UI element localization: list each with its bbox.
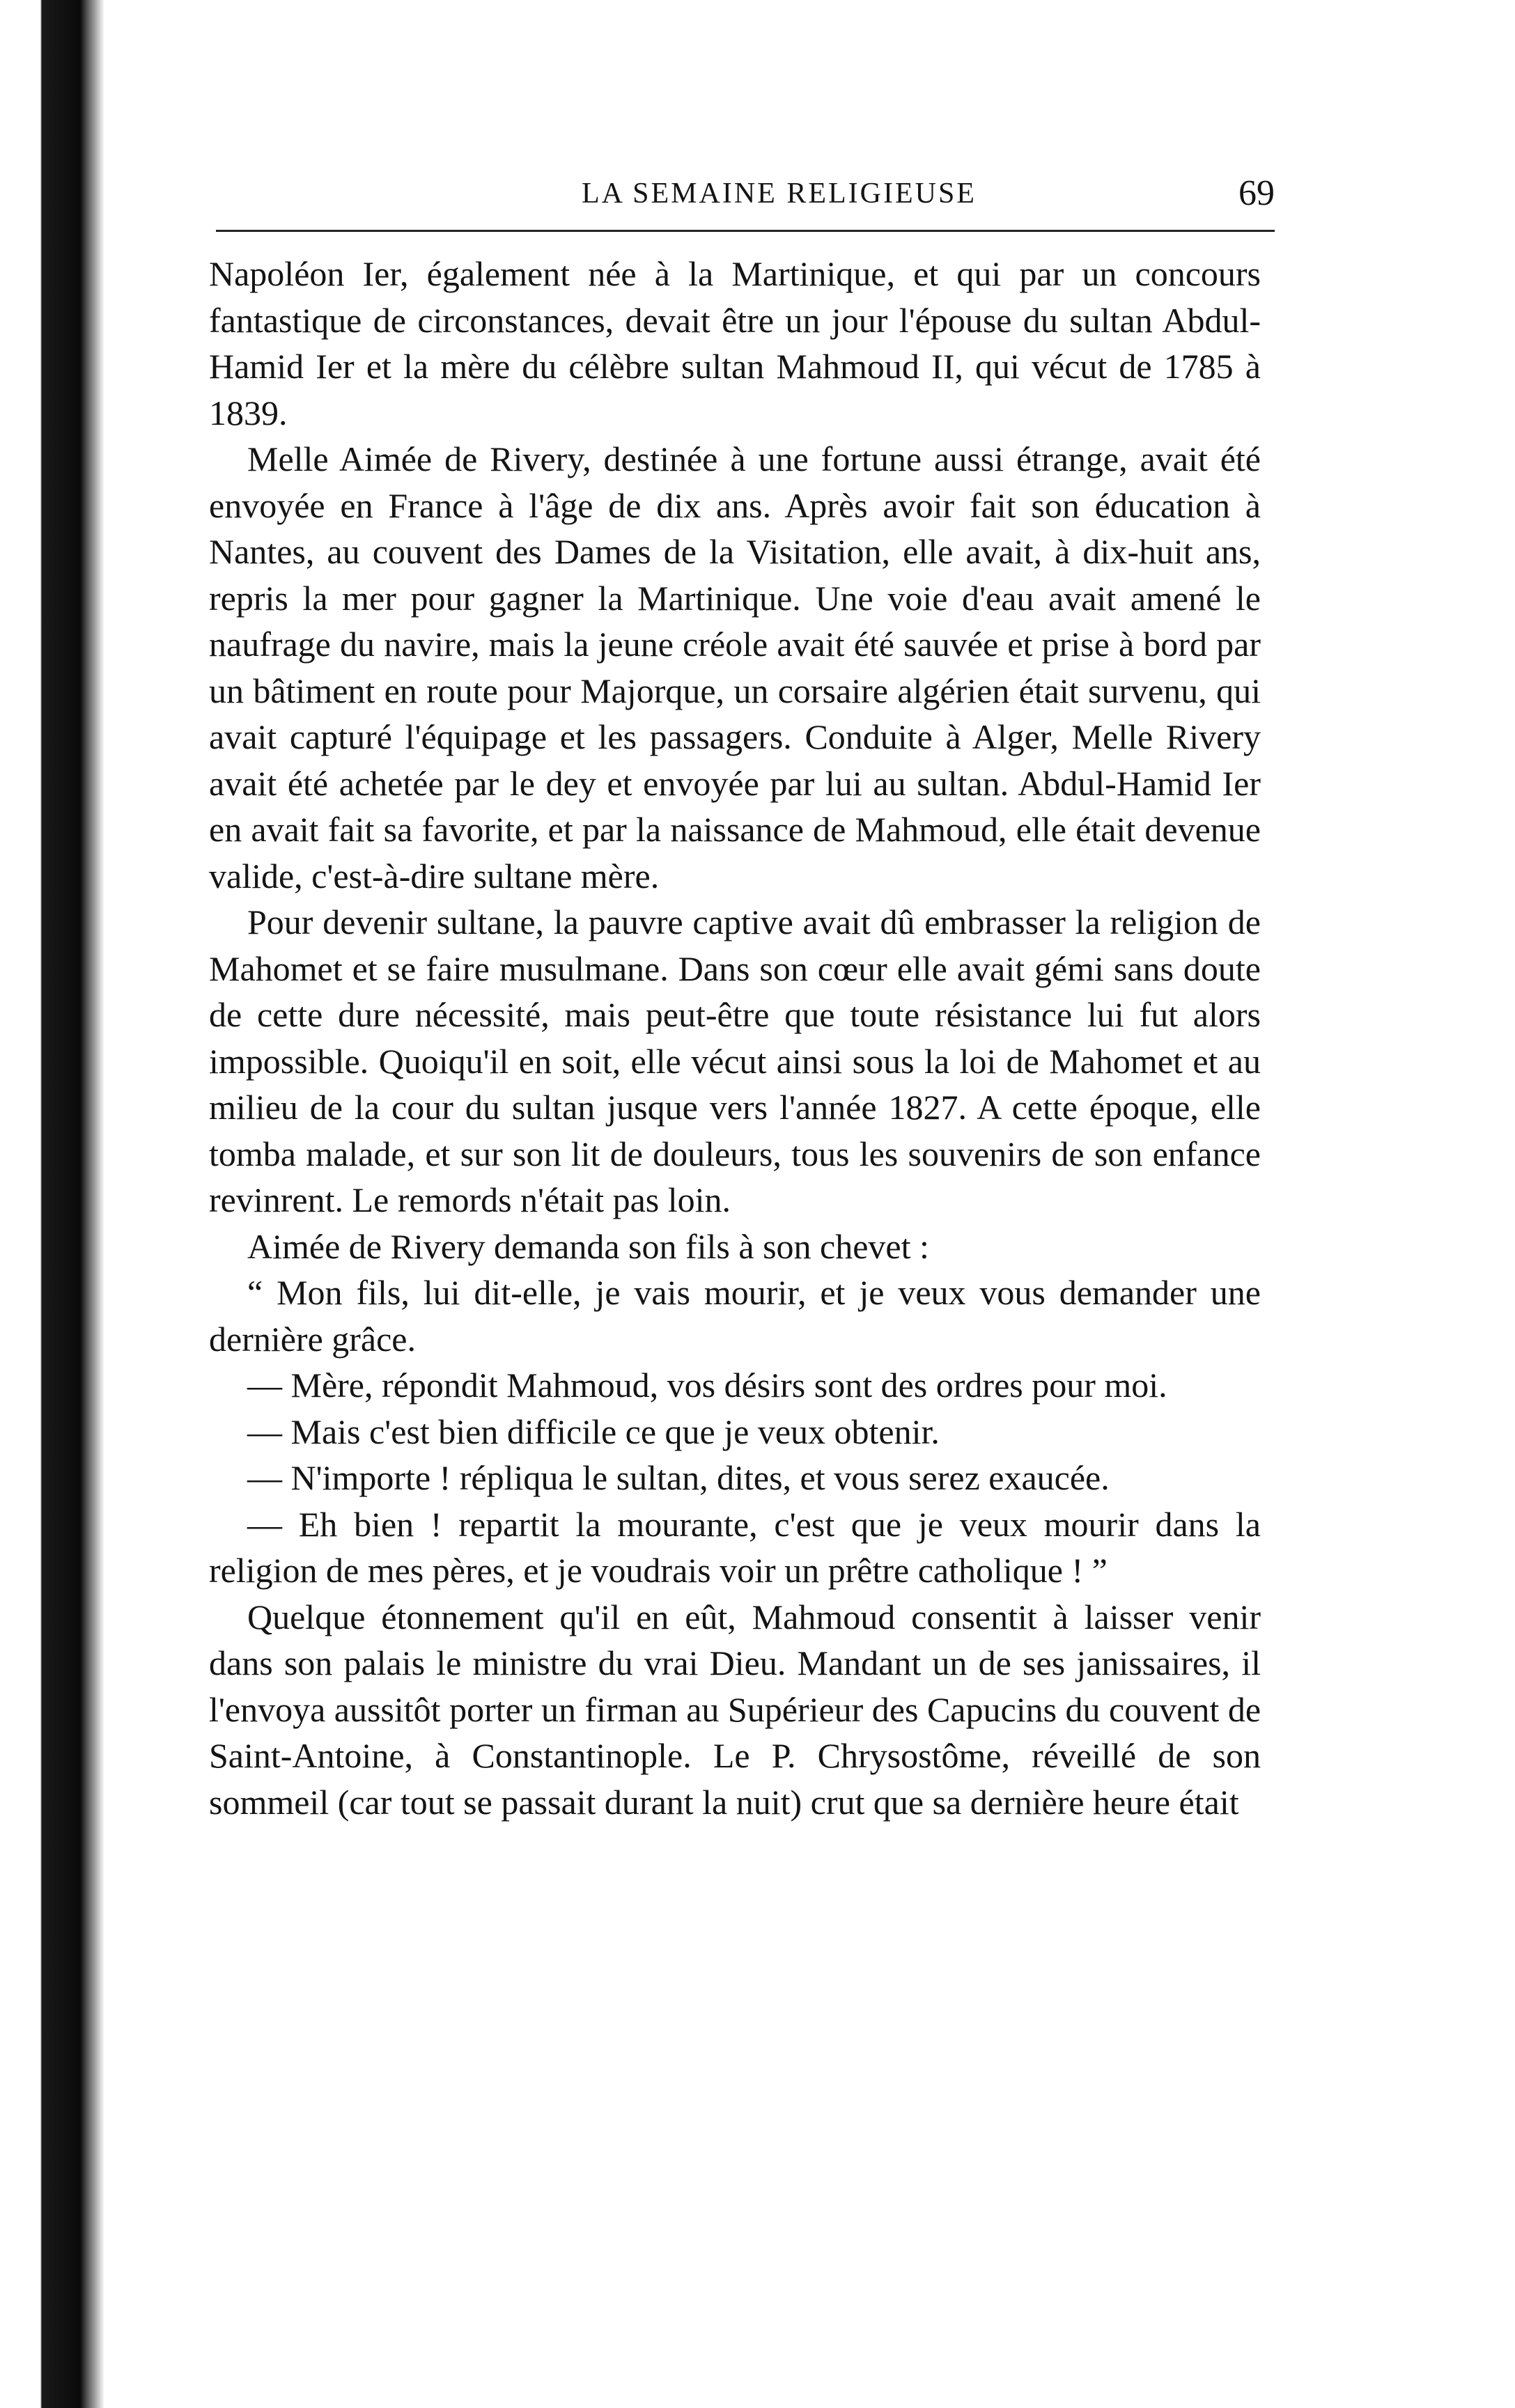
paragraph: “ Mon fils, lui dit-elle, je vais mourir, et je veux vous demander une dernière grâce. (209, 1273, 1261, 1359)
paragraph: — Mère, répondit Mahmoud, vos désirs sont des ordres pour moi. (247, 1366, 1167, 1405)
page-number: 69 (1238, 173, 1275, 213)
paragraph: Melle Aimée de Rivery, destinée à une fortune aussi étrange, avait été envoyée en France à l'âge de dix ans. Après avoir fait son éducation à Nantes, au couvent des Dames de la Visitation, elle avait, à dix-huit ans, repris la mer pour gagner la Martinique. Une voie d'eau avait amené le naufrage du navire, mais la jeune créole avait été sauvée et prise à bord par un bâtiment en route pour Majorque, un corsaire algérien était survenu, qui avait capturé l'équipage et les passagers. Conduite à Alger, Melle Rivery avait été achetée par le dey et envoyée par lui au sultan. Abdul-Hamid Ier en avait fait sa favorite, et par la naissance de Mahmoud, elle était devenue valide, c'est-à-dire sultane mère. (209, 439, 1261, 896)
body-text (209, 251, 1261, 1825)
header-rule (216, 230, 1275, 232)
paragraph: Napoléon Ier, également née à la Martinique, et qui par un concours fantastique de circonstances, devait être un jour l'épouse du sultan Abdul-Hamid Ier et la mère du célèbre sultan Mahmoud II, qui vécut de 1785 à 1839. (209, 254, 1261, 432)
paragraph: Quelque étonnement qu'il en eût, Mahmoud consentit à laisser venir dans son palais le ministre du vrai Dieu. Mandant un de ses janissaires, il l'envoya aussitôt porter un firman au Supérieur des Capucins du couvent de Saint-Antoine, à Constantinople. Le P. Chrysostôme, réveillé de son sommeil (car tout se passait durant la nuit) crut que sa dernière heure était (209, 1597, 1261, 1822)
paragraph: — Eh bien ! repartit la mourante, c'est que je veux mourir dans la religion de mes pères, et je voudrais voir un prêtre catholique ! ” (209, 1504, 1261, 1590)
paragraph: Pour devenir sultane, la pauvre captive avait dû embrasser la religion de Mahomet et se faire musulmane. Dans son cœur elle avait gémi sans doute de cette dure nécessité, mais peut-être que toute résistance lui fut alors impossible. Quoiqu'il en soit, elle vécut ainsi sous la loi de Mahomet et au milieu de la cour du sultan jusque vers l'année 1827. A cette époque, elle tomba malade, et sur son lit de douleurs, tous les souvenirs de son enfance revinrent. Le remords n'était pas loin. (209, 902, 1261, 1219)
running-title: LA SEMAINE RELIGIEUSE (582, 178, 977, 210)
paragraph: — Mais c'est bien difficile ce que je veux obtenir. (247, 1412, 940, 1451)
book-binding-edge (0, 0, 104, 2408)
page-header (216, 173, 1275, 221)
paragraph: — N'importe ! répliqua le sultan, dites, et vous serez exaucée. (247, 1458, 1110, 1497)
paragraph: Aimée de Rivery demanda son fils à son chevet : (247, 1226, 929, 1266)
